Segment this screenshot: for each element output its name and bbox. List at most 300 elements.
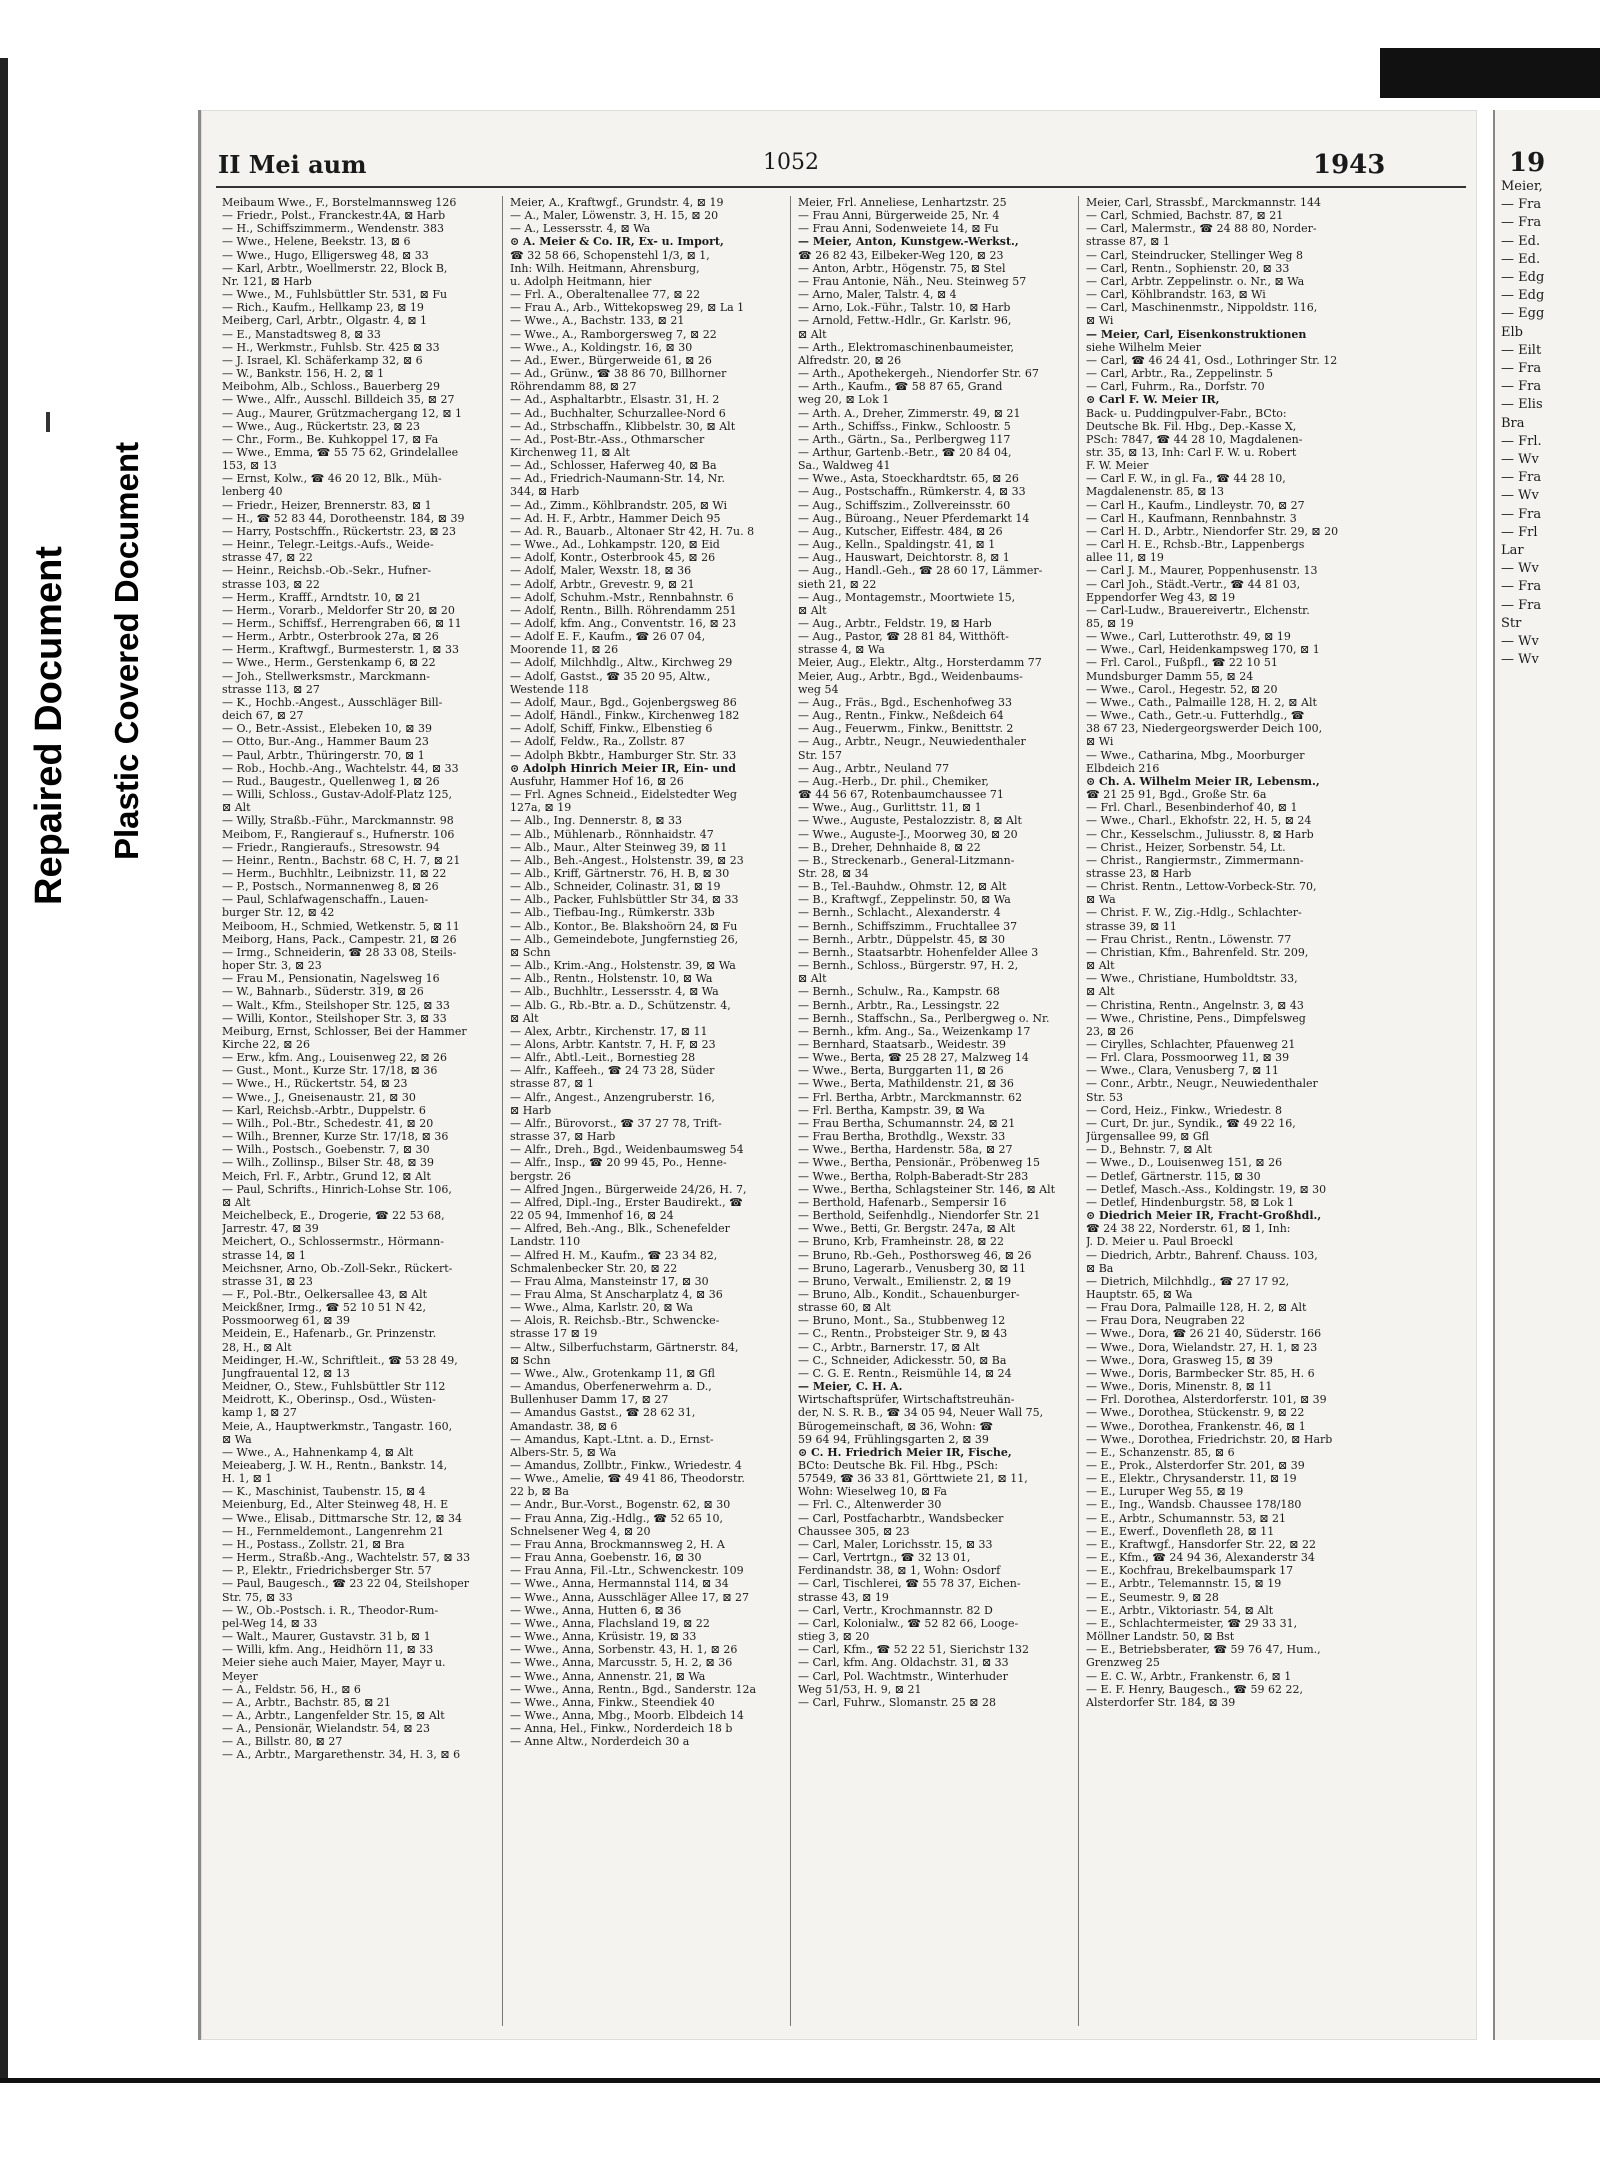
directory-entry: — Wilh., Brenner, Kurze Str. 17/18, ⊠ 36 xyxy=(222,1130,449,1144)
directory-entry: — Adolf, Gastst., ☎ 35 20 95, Altw., xyxy=(510,669,711,683)
directory-entry: — Herm., Vorarb., Meldorfer Str 20, ⊠ 20 xyxy=(222,603,455,617)
directory-entry: — C., Rentn., Probsteiger Str. 9, ⊠ 43 xyxy=(798,1327,1008,1341)
directory-entry: — Frl. Bertha, Arbtr., Marckmannstr. 62 xyxy=(798,1090,1023,1104)
directory-entry: — E., Ing., Wandsb. Chaussee 178/180 xyxy=(1086,1498,1302,1512)
directory-entry: ☎ 24 38 22, Norderstr. 61, ⊠ 1, Inh: xyxy=(1086,1222,1291,1236)
page-year: 1943 xyxy=(1313,150,1386,180)
directory-entry: Elb xyxy=(1501,324,1523,340)
directory-entry: — Wwe., J., Gneisenaustr. 21, ⊠ 30 xyxy=(222,1090,416,1104)
directory-entry: Alfredstr. 20, ⊠ 26 xyxy=(798,353,902,367)
directory-entry: — A., Feldstr. 56, H., ⊠ 6 xyxy=(222,1682,361,1696)
directory-entry: — Carl H., Kaufm., Lindleystr. 70, ⊠ 27 xyxy=(1086,498,1305,512)
directory-entry: — H., Schiffszimmerm., Wendenstr. 383 xyxy=(222,222,444,236)
directory-entry: — E., Ewerf., Dovenfleth 28, ⊠ 11 xyxy=(1086,1524,1275,1538)
directory-entry: — Arth., Kaufm., ☎ 58 87 65, Grand xyxy=(798,380,1003,394)
directory-entry: — Bruno, Rb.-Geh., Posthorsweg 46, ⊠ 26 xyxy=(798,1248,1032,1262)
directory-entry: — Frl. Bertha, Kampstr. 39, ⊠ Wa xyxy=(798,1103,985,1117)
directory-entry: — Chr., Kesselschm., Juliusstr. 8, ⊠ Harb xyxy=(1086,827,1314,841)
directory-entry: — Heinr., Rentn., Bachstr. 68 C, H. 7, ⊠ 21 xyxy=(222,853,461,867)
directory-entry: — Rob., Hochb.-Ang., Wachtelstr. 44, ⊠ 33 xyxy=(222,761,459,775)
directory-entry: Lar xyxy=(1501,543,1524,559)
directory-entry: — Amandus, Zollbtr., Finkw., Wriedestr. 4 xyxy=(510,1459,742,1472)
directory-entry: — Detlef, Gärtnerstr. 115, ⊠ 30 xyxy=(1086,1169,1261,1183)
directory-entry: — Adolf, Feldw., Ra., Zollstr. 87 xyxy=(510,735,685,749)
directory-entry: BCto: Deutsche Bk. Fil. Hbg., PSch: xyxy=(798,1459,999,1472)
directory-entry: ⊠ Wi xyxy=(1086,314,1114,328)
directory-entry: ⊠ Alt xyxy=(798,327,827,341)
directory-entry: — E., Luruper Weg 55, ⊠ 19 xyxy=(1086,1485,1244,1499)
directory-entry: — Altw., Silberfuchstarm, Gärtnerstr. 84, xyxy=(510,1340,739,1354)
scan-bottom-rule xyxy=(0,2078,1600,2083)
directory-entry: — A., Pensionär, Wielandstr. 54, ⊠ 23 xyxy=(222,1722,431,1736)
directory-entry: strasse 60, ⊠ Alt xyxy=(798,1301,891,1315)
directory-entry: PSch: 7847, ☎ 44 28 10, Magdalenen- xyxy=(1086,432,1303,446)
directory-entry: — D., Behnstr. 7, ⊠ Alt xyxy=(1086,1143,1212,1157)
directory-entry: 22 05 94, Immenhof 16, ⊠ 24 xyxy=(510,1209,674,1223)
directory-entry: — Adolf, Arbtr., Grevestr. 9, ⊠ 21 xyxy=(510,577,695,591)
directory-entry: Meier, xyxy=(1501,179,1543,194)
directory-entry: — Herm., Buchhltr., Leibnizstr. 11, ⊠ 22 xyxy=(222,866,447,880)
directory-entry: — Wwe., Anna, Rentn., Bgd., Sanderstr. 12a xyxy=(510,1682,757,1696)
directory-entry: — Carl, Vertr., Krochmannstr. 82 D xyxy=(798,1603,993,1617)
directory-entry: — Bernh., Staatsarbtr. Hohenfelder Allee 3 xyxy=(798,945,1039,959)
directory-entry: Bürogemeinschaft, ⊠ 36, Wohn: ☎ xyxy=(798,1419,994,1433)
directory-entry: — Wwe., Carl, Heidenkampsweg 170, ⊠ 1 xyxy=(1086,643,1320,657)
directory-entry: — Carl, Vertrtgn., ☎ 32 13 01, xyxy=(798,1551,971,1565)
directory-entry: Röhrendamm 88, ⊠ 27 xyxy=(510,380,637,394)
directory-entry: — Wwe., Alma, Karlstr. 20, ⊠ Wa xyxy=(510,1301,693,1315)
directory-entry: — Harry, Postschffn., Rückertstr. 23, ⊠ 23 xyxy=(222,524,457,538)
directory-entry: ⊠ Alt xyxy=(1086,959,1115,973)
directory-entry: — Fra xyxy=(1501,361,1542,377)
directory-entry: — E., Schanzenstr. 85, ⊠ 6 xyxy=(1086,1445,1235,1459)
directory-entry: — E., Betriebsberater, ☎ 59 76 47, Hum., xyxy=(1086,1643,1321,1657)
next-page-header: 19 xyxy=(1509,148,1546,178)
directory-entry: Kirche 22, ⊠ 26 xyxy=(222,1038,310,1051)
directory-entry: — Alb., Ing. Dennerstr. 8, ⊠ 33 xyxy=(510,814,683,828)
directory-entry: — Frau Bertha, Schumannstr. 24, ⊠ 21 xyxy=(798,1116,1016,1130)
scan-left-edge xyxy=(0,58,8,2078)
directory-entry: — B., Kraftwgf., Zeppelinstr. 50, ⊠ Wa xyxy=(798,893,1011,907)
directory-entry: — Frl. C., Altenwerder 30 xyxy=(798,1498,942,1512)
directory-entry: — Joh., Stellwerksmstr., Marckmann- xyxy=(222,669,430,683)
directory-entry: strasse 87, ⊠ 1 xyxy=(1086,235,1170,249)
directory-entry: — Fra xyxy=(1501,379,1542,395)
directory-entry: — Berthold, Seifenhdlg., Niendorfer Str. 21 xyxy=(798,1209,1041,1223)
directory-entry: Meiberg, Carl, Arbtr., Olgastr. 4, ⊠ 1 xyxy=(222,314,428,328)
directory-entry: — Carl, Tischlerei, ☎ 55 78 37, Eichen- xyxy=(798,1577,1021,1591)
directory-entry: — E., Seumestr. 9, ⊠ 28 xyxy=(1086,1590,1219,1604)
directory-entry: — Wwe., Doris, Minenstr. 8, ⊠ 11 xyxy=(1086,1380,1273,1394)
column-divider xyxy=(502,196,503,2026)
directory-entry: — Adolf E. F., Kaufm., ☎ 26 07 04, xyxy=(510,630,706,644)
directory-entry: — Frau Alma, Mansteinstr 17, ⊠ 30 xyxy=(510,1274,709,1288)
directory-entry: — Christina, Rentn., Angelnstr. 3, ⊠ 43 xyxy=(1086,998,1304,1012)
directory-entry: — Wwe., Asta, Stoeckhardtstr. 65, ⊠ 26 xyxy=(798,472,1019,486)
directory-entry: — Wwe., Carol., Hegestr. 52, ⊠ 20 xyxy=(1086,682,1278,696)
directory-entry: Schnelsener Weg 4, ⊠ 20 xyxy=(510,1524,651,1538)
directory-entry: Ausfuhr, Hammer Hof 16, ⊠ 26 xyxy=(510,774,684,788)
directory-entry: Bra xyxy=(1501,415,1525,431)
directory-entry: strasse 4, ⊠ Wa xyxy=(798,643,885,657)
directory-entry: — Christ. F. W., Zig.-Hdlg., Schlachter- xyxy=(1086,906,1302,920)
directory-entry: Amandastr. 38, ⊠ 6 xyxy=(510,1419,618,1433)
directory-entry: — Anton, Arbtr., Högenstr. 75, ⊠ Stel xyxy=(798,261,1006,275)
directory-entry: — Ed. xyxy=(1501,233,1541,249)
directory-entry: Meier, Carl, Strassbf., Marckmannstr. 144 xyxy=(1086,196,1322,209)
directory-entry: Alsterdorfer Str. 184, ⊠ 39 xyxy=(1086,1695,1236,1709)
directory-entry: — W., Bahnarb., Süderstr. 319, ⊠ 26 xyxy=(222,985,424,999)
directory-entry: ⊠ Ba xyxy=(1086,1261,1114,1275)
directory-entry: — Heinr., Telegr.-Leitgs.-Aufs., Weide- xyxy=(222,538,434,552)
directory-entry: — Alb., Gemeindebote, Jungfernstieg 26, xyxy=(510,932,739,946)
directory-entry: — Frl. Clara, Possmoorweg 11, ⊠ 39 xyxy=(1086,1051,1290,1065)
directory-entry: — F., Pol.-Btr., Oelkersallee 43, ⊠ Alt xyxy=(222,1287,428,1301)
directory-entry: 28, H., ⊠ Alt xyxy=(222,1340,292,1354)
directory-entry: — Frau Anna, Fil.-Ltr., Schwenckestr. 109 xyxy=(510,1564,744,1578)
directory-entry: — Carl, Kfm., ☎ 52 22 51, Sierichstr 132 xyxy=(798,1643,1030,1657)
directory-entry: — Ad., Asphaltarbtr., Elsastr. 31, H. 2 xyxy=(510,393,720,407)
directory-entry: — Edg xyxy=(1501,270,1545,286)
directory-entry: — Carl-Ludw., Brauereivertr., Elchenstr. xyxy=(1086,603,1310,617)
directory-entry: — Willy, Straßb.-Führ., Marckmannstr. 98 xyxy=(222,814,454,828)
directory-entry: — Frl. Charl., Besenbinderhof 40, ⊠ 1 xyxy=(1086,801,1298,815)
directory-entry: — Aug., Schiffszim., Zollvereinsstr. 60 xyxy=(798,498,1011,512)
directory-entry: — Frau Christ., Rentn., Löwenstr. 77 xyxy=(1086,932,1292,946)
directory-entry: Meyer xyxy=(222,1669,258,1683)
directory-entry: Meier siehe auch Maier, Mayer, Mayr u. xyxy=(222,1656,446,1670)
directory-entry: — Wwe., Christiane, Humboldtstr. 33, xyxy=(1086,972,1298,986)
directory-entry: ⊠ Alt xyxy=(222,801,251,815)
directory-entry: — Adolph Bkbtr., Hamburger Str. Str. 33 xyxy=(510,748,737,762)
directory-entry: bergstr. 26 xyxy=(510,1169,571,1183)
directory-entry: lenberg 40 xyxy=(222,485,283,499)
next-page-column xyxy=(1495,178,1600,669)
directory-entry: ⊠ Alt xyxy=(1086,985,1115,999)
directory-entry: — Carl, Malermstr., ☎ 24 88 80, Norder- xyxy=(1086,222,1317,236)
directory-entry: — Detlef, Hindenburgstr. 58, ⊠ Lok 1 xyxy=(1086,1195,1295,1209)
directory-entry: J. D. Meier u. Paul Broeckl xyxy=(1086,1235,1233,1249)
directory-entry: — Carl H., Kaufmann, Rennbahnstr. 3 xyxy=(1086,511,1297,525)
directory-entry: — Carl, Arbtr. Zeppelinstr. o. Nr., ⊠ Wa xyxy=(1086,274,1305,288)
directory-entry: — Adolf, Kontr., Osterbrook 45, ⊠ 26 xyxy=(510,551,716,565)
directory-entry: Eppendorfer Weg 43, ⊠ 19 xyxy=(1086,590,1236,604)
directory-entry: — Alb., Beh.-Angest., Holstenstr. 39, ⊠ 23 xyxy=(510,853,744,867)
directory-entry: — Alfr., Dreh., Bgd., Weidenbaumsweg 54 xyxy=(510,1143,744,1157)
directory-entry: — Herm., Schiffsf., Herrengraben 66, ⊠ 11 xyxy=(222,617,462,630)
directory-entry: — Aug., Hauswart, Deichtorstr. 8, ⊠ 1 xyxy=(798,551,1010,565)
scan-mark xyxy=(46,412,50,432)
directory-entry: — Arthur, Gartenb.-Betr., ☎ 20 84 04, xyxy=(798,445,1012,459)
directory-entry: — Frl. Carol., Fußpfl., ☎ 22 10 51 xyxy=(1086,656,1278,670)
directory-entry: — Wwe., Dorothea, Frankenstr. 46, ⊠ 1 xyxy=(1086,1419,1306,1433)
directory-entry: — Wwe., A., Koldingstr. 16, ⊠ 30 xyxy=(510,340,693,354)
directory-entry: — Wv xyxy=(1501,488,1539,504)
directory-entry: — Arth., Apothekergeh., Niendorfer Str. 67 xyxy=(798,367,1039,381)
directory-entry: ☎ 32 58 66, Schopenstehl 1/3, ⊠ 1, xyxy=(510,248,710,262)
directory-entry: — Rud., Baugestr., Quellenweg 1, ⊠ 26 xyxy=(222,774,440,788)
plastic-covered-label: Plastic Covered Document xyxy=(108,441,145,860)
directory-entry: Meich, Frl. F., Arbtr., Grund 12, ⊠ Alt xyxy=(222,1169,431,1183)
directory-entry: Moorende 11, ⊠ 26 xyxy=(510,643,619,657)
directory-entry: ⊙ Diedrich Meier IR, Fracht-Großhdl., xyxy=(1086,1209,1322,1223)
directory-entry: — Alfred Jngen., Bürgerweide 24/26, H. 7, xyxy=(510,1182,747,1196)
directory-entry: — Erw., kfm. Ang., Louisenweg 22, ⊠ 26 xyxy=(222,1051,448,1065)
directory-entry: — E., Manstadtsweg 8, ⊠ 33 xyxy=(222,327,381,341)
column-4 xyxy=(1086,196,1361,2026)
directory-entry: — Alb., Krim.-Ang., Holstenstr. 39, ⊠ Wa xyxy=(510,959,736,973)
directory-entry: — Alfr., Abtl.-Leit., Bornestieg 28 xyxy=(510,1051,696,1065)
directory-entry: strasse 37, ⊠ Harb xyxy=(510,1130,616,1144)
column-1 xyxy=(222,196,497,2026)
directory-entry: — Wwe., Auguste-J., Moorweg 30, ⊠ 20 xyxy=(798,827,1018,841)
directory-entry: strasse 14, ⊠ 1 xyxy=(222,1248,306,1262)
directory-entry: Nr. 121, ⊠ Harb xyxy=(222,274,312,288)
directory-entry: — Amandus, Oberfenerwehrm a. D., xyxy=(510,1380,712,1394)
directory-entry: — Frau Dora, Neugraben 22 xyxy=(1086,1314,1245,1328)
directory-entry: — Carl, Arbtr., Ra., Zeppelinstr. 5 xyxy=(1086,367,1273,381)
directory-entry: — Alfr., Insp., ☎ 20 99 45, Po., Henne- xyxy=(510,1156,727,1170)
directory-entry: Meidrott, K., Oberinsp., Osd., Wüsten- xyxy=(222,1393,436,1407)
directory-entry: — Alons, Arbtr. Kantstr. 7, H. F, ⊠ 23 xyxy=(510,1038,716,1051)
directory-entry: — Wwe., Anna, Mbg., Moorb. Elbdeich 14 xyxy=(510,1708,744,1722)
directory-entry: — Wwe., M., Fuhlsbüttler Str. 531, ⊠ Fu xyxy=(222,288,448,302)
directory-entry: sieth 21, ⊠ 22 xyxy=(798,577,877,591)
directory-entry: — Ad., Zimm., Köhlbrandstr. 205, ⊠ Wi xyxy=(510,498,728,512)
directory-entry: — Fra xyxy=(1501,579,1542,595)
directory-entry: — Alb., Rentn., Holstenstr. 10, ⊠ Wa xyxy=(510,972,713,986)
directory-entry: Schmalenbecker Str. 20, ⊠ 22 xyxy=(510,1261,678,1275)
directory-entry: — E. F. Henry, Baugesch., ☎ 59 62 22, xyxy=(1086,1682,1303,1696)
directory-entry: — Adolf, Schuhm.-Mstr., Rennbahnstr. 6 xyxy=(510,590,734,604)
directory-entry: — Bruno, Verwalt., Emilienstr. 2, ⊠ 19 xyxy=(798,1274,1012,1288)
directory-entry: — Herm., Kraftwgf., Burmesterstr. 1, ⊠ 33 xyxy=(222,643,459,657)
directory-entry: — Wwe., Hugo, Elligersweg 48, ⊠ 33 xyxy=(222,248,429,262)
directory-entry: — Herm., Straßb.-Ang., Wachtelstr. 57, ⊠ 33 xyxy=(222,1551,471,1565)
directory-entry: — Aug., Postschaffn., Rümkerstr. 4, ⊠ 33 xyxy=(798,485,1026,499)
directory-entry: ⊠ Wa xyxy=(222,1432,252,1446)
directory-entry: str. 35, ⊠ 13, Inh: Carl F. W. u. Robert xyxy=(1086,445,1297,459)
directory-entry: — Wwe., H., Rückertstr. 54, ⊠ 23 xyxy=(222,1077,408,1091)
directory-entry: — Arno, Lok.-Führ., Talstr. 10, ⊠ Harb xyxy=(798,301,1011,315)
directory-entry: Meier, A., Kraftwgf., Grundstr. 4, ⊠ 19 xyxy=(510,196,724,209)
directory-entry: — Diedrich, Arbtr., Bahrenf. Chauss. 103, xyxy=(1086,1248,1318,1262)
directory-entry: — Frau Anna, Brockmannsweg 2, H. A xyxy=(510,1537,725,1551)
directory-entry: Wirtschaftsprüfer, Wirtschaftstreuhän- xyxy=(798,1393,1015,1407)
directory-entry: — Wwe., Aug., Rückertstr. 23, ⊠ 23 xyxy=(222,419,420,433)
directory-entry: — Wwe., Anna, Annenstr. 21, ⊠ Wa xyxy=(510,1669,706,1683)
directory-entry: — Carl, Postfacharbtr., Wandsbecker xyxy=(798,1511,1004,1525)
directory-entry: — Friedr., Rangieraufs., Stresowstr. 94 xyxy=(222,840,440,854)
directory-entry: — Wwe., Bertha, Hardenstr. 58a, ⊠ 27 xyxy=(798,1143,1013,1157)
directory-entry: — A., Arbtr., Langenfelder Str. 15, ⊠ Alt xyxy=(222,1708,445,1722)
directory-entry: — Aug., Rentn., Finkw., Neßdeich 64 xyxy=(798,709,1004,723)
directory-entry: — Bernh., Schloss., Bürgerstr. 97, H. 2, xyxy=(798,959,1019,973)
directory-entry: — Arth., Schiffss., Finkw., Schloostr. 5 xyxy=(798,419,1011,433)
directory-entry: — Herm., Krafff., Arndtstr. 10, ⊠ 21 xyxy=(222,590,422,604)
directory-entry: — Carl, ☎ 46 24 41, Osd., Lothringer Str. 12 xyxy=(1086,353,1338,367)
directory-entry: — Willi, Schloss., Gustav-Adolf-Platz 125, xyxy=(222,788,453,802)
directory-entry: — Ad., Grünw., ☎ 38 86 70, Billhorner xyxy=(510,367,727,381)
directory-entry: — Wwe., Anna, Sorbenstr. 43, H. 1, ⊠ 26 xyxy=(510,1643,738,1657)
directory-entry: — Wwe., Anna, Krüsistr. 19, ⊠ 33 xyxy=(510,1630,697,1644)
directory-entry: — Gust., Mont., Kurze Str. 17/18, ⊠ 36 xyxy=(222,1064,438,1078)
directory-entry: — Wwe., Dora, ☎ 26 21 40, Süderstr. 166 xyxy=(1086,1327,1322,1341)
directory-entry: — Curt, Dr. jur., Syndik., ☎ 49 22 16, xyxy=(1086,1116,1296,1130)
directory-entry: ⊙ C. H. Friedrich Meier IR, Fische, xyxy=(798,1445,1012,1459)
directory-entry: strasse 23, ⊠ Harb xyxy=(1086,866,1192,880)
directory-entry: deich 67, ⊠ 27 xyxy=(222,709,304,723)
directory-entry: strasse 103, ⊠ 22 xyxy=(222,577,320,591)
directory-entry: — Paul, Arbtr., Thüringerstr. 70, ⊠ 1 xyxy=(222,748,425,762)
directory-entry: strasse 87, ⊠ 1 xyxy=(510,1077,594,1091)
directory-entry: — Wwe., D., Louisenweg 151, ⊠ 26 xyxy=(1086,1156,1283,1170)
directory-entry: — Walt., Maurer, Gustavstr. 31 b, ⊠ 1 xyxy=(222,1630,431,1644)
directory-entry: — Wwe., Anna, Hermannstal 114, ⊠ 34 xyxy=(510,1577,729,1591)
directory-entry: — Edg xyxy=(1501,288,1545,304)
directory-entry: Jarrestr. 47, ⊠ 39 xyxy=(222,1222,319,1236)
directory-entry: — B., Tel.-Bauhdw., Ohmstr. 12, ⊠ Alt xyxy=(798,880,1007,894)
directory-entry: — C., Schneider, Adickesstr. 50, ⊠ Ba xyxy=(798,1353,1007,1367)
directory-entry: — Walt., Kfm., Steilshoper Str. 125, ⊠ 33 xyxy=(222,998,450,1012)
directory-entry: — Wwe., Dorothea, Stückenstr. 9, ⊠ 22 xyxy=(1086,1406,1305,1420)
directory-entry: Meiborg, Hans, Pack., Campestr. 21, ⊠ 26 xyxy=(222,932,457,946)
directory-entry: — H., Fernmeldemont., Langenrehm 21 xyxy=(222,1524,444,1538)
directory-entry: — Eilt xyxy=(1501,342,1542,358)
directory-entry: — Wwe., Helene, Beekstr. 13, ⊠ 6 xyxy=(222,235,411,249)
directory-entry: ☎ 44 56 67, Rotenbaumchaussee 71 xyxy=(798,788,1004,802)
directory-entry: — Wwe., Berta, Mathildenstr. 21, ⊠ 36 xyxy=(798,1077,1014,1091)
directory-entry: — Bernh., Schulw., Ra., Kampstr. 68 xyxy=(798,985,1000,999)
directory-entry: — Carl, Rentn., Sophienstr. 20, ⊠ 33 xyxy=(1086,261,1290,275)
directory-entry: — Carl, Fuhrm., Ra., Dorfstr. 70 xyxy=(1086,380,1265,394)
directory-entry: — P., Elektr., Friedrichsberger Str. 57 xyxy=(222,1564,432,1578)
directory-entry: — Paul, Baugesch., ☎ 23 22 04, Steilshoper xyxy=(222,1577,470,1591)
directory-entry: — Wwe., Ad., Lohkampstr. 120, ⊠ Eid xyxy=(510,538,720,552)
directory-entry: — H., ☎ 52 83 44, Dorotheenstr. 184, ⊠ 39 xyxy=(222,511,465,525)
directory-entry: — E., Elektr., Chrysanderstr. 11, ⊠ 19 xyxy=(1086,1472,1297,1486)
directory-entry: — Adolf, Schiff, Finkw., Elbenstieg 6 xyxy=(510,722,713,736)
directory-entry: — Paul, Schrifts., Hinrich-Lohse Str. 106, xyxy=(222,1182,452,1196)
directory-entry: — Arth., Elektromaschinenbaumeister, xyxy=(798,340,1015,354)
directory-entry: — Ad., Schlosser, Haferweg 40, ⊠ Ba xyxy=(510,459,717,473)
directory-entry: — J. Israel, Kl. Schäferkamp 32, ⊠ 6 xyxy=(222,353,423,367)
directory-entry: Chaussee 305, ⊠ 23 xyxy=(798,1524,910,1538)
directory-entry: — Wwe., Charl., Ekhofstr. 22, H. 5, ⊠ 24 xyxy=(1086,814,1312,828)
directory-entry: Landstr. 110 xyxy=(510,1235,581,1249)
directory-entry: ⊙ A. Meier & Co. IR, Ex- u. Import, xyxy=(510,235,724,249)
directory-entry: — Wv xyxy=(1501,652,1539,668)
directory-entry: — H., Werkmstr., Fuhlsb. Str. 425 ⊠ 33 xyxy=(222,340,440,354)
directory-entry: — Bernh., Arbtr., Ra., Lessingstr. 22 xyxy=(798,998,1000,1012)
directory-entry: — Carl, Pol. Wachtmstr., Winterhuder xyxy=(798,1669,1008,1683)
directory-entry: — Ed. xyxy=(1501,251,1541,267)
directory-entry: — Aug., Arbtr., Neugr., Neuwiedenthaler xyxy=(798,735,1026,749)
directory-entry: — Herm., Arbtr., Osterbrook 27a, ⊠ 26 xyxy=(222,630,439,644)
directory-entry: — Conr., Arbtr., Neugr., Neuwiedenthaler xyxy=(1086,1077,1318,1091)
directory-entry: — W., Bankstr. 156, H. 2, ⊠ 1 xyxy=(222,367,385,381)
directory-entry: — Cord, Heiz., Finkw., Wriedestr. 8 xyxy=(1086,1103,1282,1117)
directory-entry: — Alb., Buchhltr., Lessersstr. 4, ⊠ Wa xyxy=(510,985,719,999)
directory-entry: — Egg xyxy=(1501,306,1545,322)
directory-entry: Meiboom, H., Schmied, Wetkenstr. 5, ⊠ 11 xyxy=(222,919,460,933)
directory-entry: Weg 51/53, H. 9, ⊠ 21 xyxy=(798,1682,922,1696)
directory-entry: ⊠ Schn xyxy=(510,945,551,959)
directory-entry: — Wwe., Anna, Ausschläger Allee 17, ⊠ 27 xyxy=(510,1590,750,1604)
directory-entry: — Frau Anni, Sodenweiete 14, ⊠ Fu xyxy=(798,222,999,236)
directory-entry: Meier, Aug., Arbtr., Bgd., Weidenbaums- xyxy=(798,669,1023,683)
directory-entry: — Cirylles, Schlachter, Pfauenweg 21 xyxy=(1086,1038,1296,1051)
directory-entry: — Wwe., Catharina, Mbg., Moorburger xyxy=(1086,748,1305,762)
directory-entry: — Wwe., Bertha, Rolph-Baberadt-Str 283 xyxy=(798,1169,1029,1183)
directory-entry: — Bernhard, Staatsarb., Weidestr. 39 xyxy=(798,1038,1006,1051)
directory-entry: 344, ⊠ Harb xyxy=(510,485,580,499)
directory-entry: — Christ. Rentn., Lettow-Vorbeck-Str. 70, xyxy=(1086,880,1317,894)
directory-entry: ⊙ Carl F. W. Meier IR, xyxy=(1086,393,1220,407)
directory-entry: Hauptstr. 65, ⊠ Wa xyxy=(1086,1287,1193,1301)
directory-entry: 59 64 94, Frühlingsgarten 2, ⊠ 39 xyxy=(798,1432,989,1446)
column-divider xyxy=(1078,196,1079,2026)
directory-entry: — Wwe., Herm., Gerstenkamp 6, ⊠ 22 xyxy=(222,656,436,670)
directory-entry: — Aug., Kelln., Spaldingstr. 41, ⊠ 1 xyxy=(798,538,996,552)
directory-entry: — A., Lessersstr. 4, ⊠ Wa xyxy=(510,222,651,236)
directory-entry: — E., Arbtr., Viktoriastr. 54, ⊠ Alt xyxy=(1086,1603,1274,1617)
directory-entry: — Wwe., Aug., Gurlittstr. 11, ⊠ 1 xyxy=(798,801,982,815)
directory-entry: — Aug., Pastor, ☎ 28 81 84, Witthöft- xyxy=(798,630,1009,644)
next-page-fragment xyxy=(1493,110,1600,2040)
directory-entry: — Wwe., Christine, Pens., Dimpfelsweg xyxy=(1086,1011,1306,1025)
directory-entry: — Wwe., Dorothea, Friedrichstr. 20, ⊠ Harb xyxy=(1086,1432,1333,1446)
directory-entry: — Friedr., Heizer, Brennerstr. 83, ⊠ 1 xyxy=(222,498,432,512)
directory-entry: Meiburg, Ernst, Schlosser, Bei der Hammer xyxy=(222,1024,467,1038)
directory-entry: — Alfred, Beh.-Ang., Blk., Schenefelder xyxy=(510,1222,730,1236)
directory-entry: — E., Kfm., ☎ 24 94 36, Alexanderstr 34 xyxy=(1086,1551,1315,1565)
directory-entry: — Frl. xyxy=(1501,433,1542,449)
directory-entry: ⊙ Ch. A. Wilhelm Meier IR, Lebensm., xyxy=(1086,774,1320,788)
directory-entry: — Wwe., Carl, Lutterothstr. 49, ⊠ 19 xyxy=(1086,630,1291,644)
directory-entry: — Alb., Tiefbau-Ing., Rümkerstr. 33b xyxy=(510,906,715,920)
directory-entry: — Rich., Kaufm., Hellkamp 23, ⊠ 19 xyxy=(222,301,424,315)
directory-entry: — Wwe., Alfr., Ausschl. Billdeich 35, ⊠ 27 xyxy=(222,393,455,407)
directory-entry: — Bernh., kfm. Ang., Sa., Weizenkamp 17 xyxy=(798,1024,1031,1038)
directory-entry: — Bruno, Mont., Sa., Stubbenweg 12 xyxy=(798,1314,1006,1328)
directory-entry: — Frau Anna, Zig.-Hdlg., ☎ 52 65 10, xyxy=(510,1511,723,1525)
directory-entry: 85, ⊠ 19 xyxy=(1086,617,1134,630)
directory-entry: — Arno, Maler, Talstr. 4, ⊠ 4 xyxy=(798,288,957,302)
directory-entry: u. Adolph Heitmann, hier xyxy=(510,274,652,288)
directory-entry: — Adolf, Händl., Finkw., Kirchenweg 182 xyxy=(510,709,740,723)
directory-entry: — Willi, Kontor., Steilshoper Str. 3, ⊠ 33 xyxy=(222,1011,447,1025)
directory-entry: — A., Arbtr., Bachstr. 85, ⊠ 21 xyxy=(222,1695,391,1709)
directory-entry: — Dietrich, Milchhdlg., ☎ 27 17 92, xyxy=(1086,1274,1290,1288)
directory-entry: — Alb., Kriff, Gärtnerstr. 76, H. B, ⊠ 30 xyxy=(510,866,730,880)
directory-entry: — E., Arbtr., Schumannstr. 53, ⊠ 21 xyxy=(1086,1511,1287,1525)
directory-entry: — Aug.-Herb., Dr. phil., Chemiker, xyxy=(798,774,989,788)
page-number: 1052 xyxy=(763,150,819,175)
directory-entry: Wohn: Wieselweg 10, ⊠ Fa xyxy=(798,1485,947,1499)
directory-entry: — Alb., Mühlenarb., Rönnhaidstr. 47 xyxy=(510,827,714,841)
directory-entry: kamp 1, ⊠ 27 xyxy=(222,1406,297,1420)
directory-entry: — Wwe., Elisab., Dittmarsche Str. 12, ⊠ 34 xyxy=(222,1511,463,1525)
directory-entry: — Ad., Ewer., Bürgerweide 61, ⊠ 26 xyxy=(510,353,712,367)
directory-entry: ⊠ Alt xyxy=(510,1011,539,1025)
directory-entry: F. W. Meier xyxy=(1086,459,1149,473)
directory-entry: — Chr., Form., Be. Kuhkoppel 17, ⊠ Fa xyxy=(222,432,439,446)
directory-entry: — Amandus, Kapt.-Ltnt. a. D., Ernst- xyxy=(510,1432,714,1446)
directory-entry: Possmoorweg 61, ⊠ 39 xyxy=(222,1314,350,1328)
directory-entry: Meibohm, Alb., Schloss., Bauerberg 29 xyxy=(222,380,440,394)
directory-entry: — Wilh., Postsch., Goebenstr. 7, ⊠ 30 xyxy=(222,1143,430,1157)
